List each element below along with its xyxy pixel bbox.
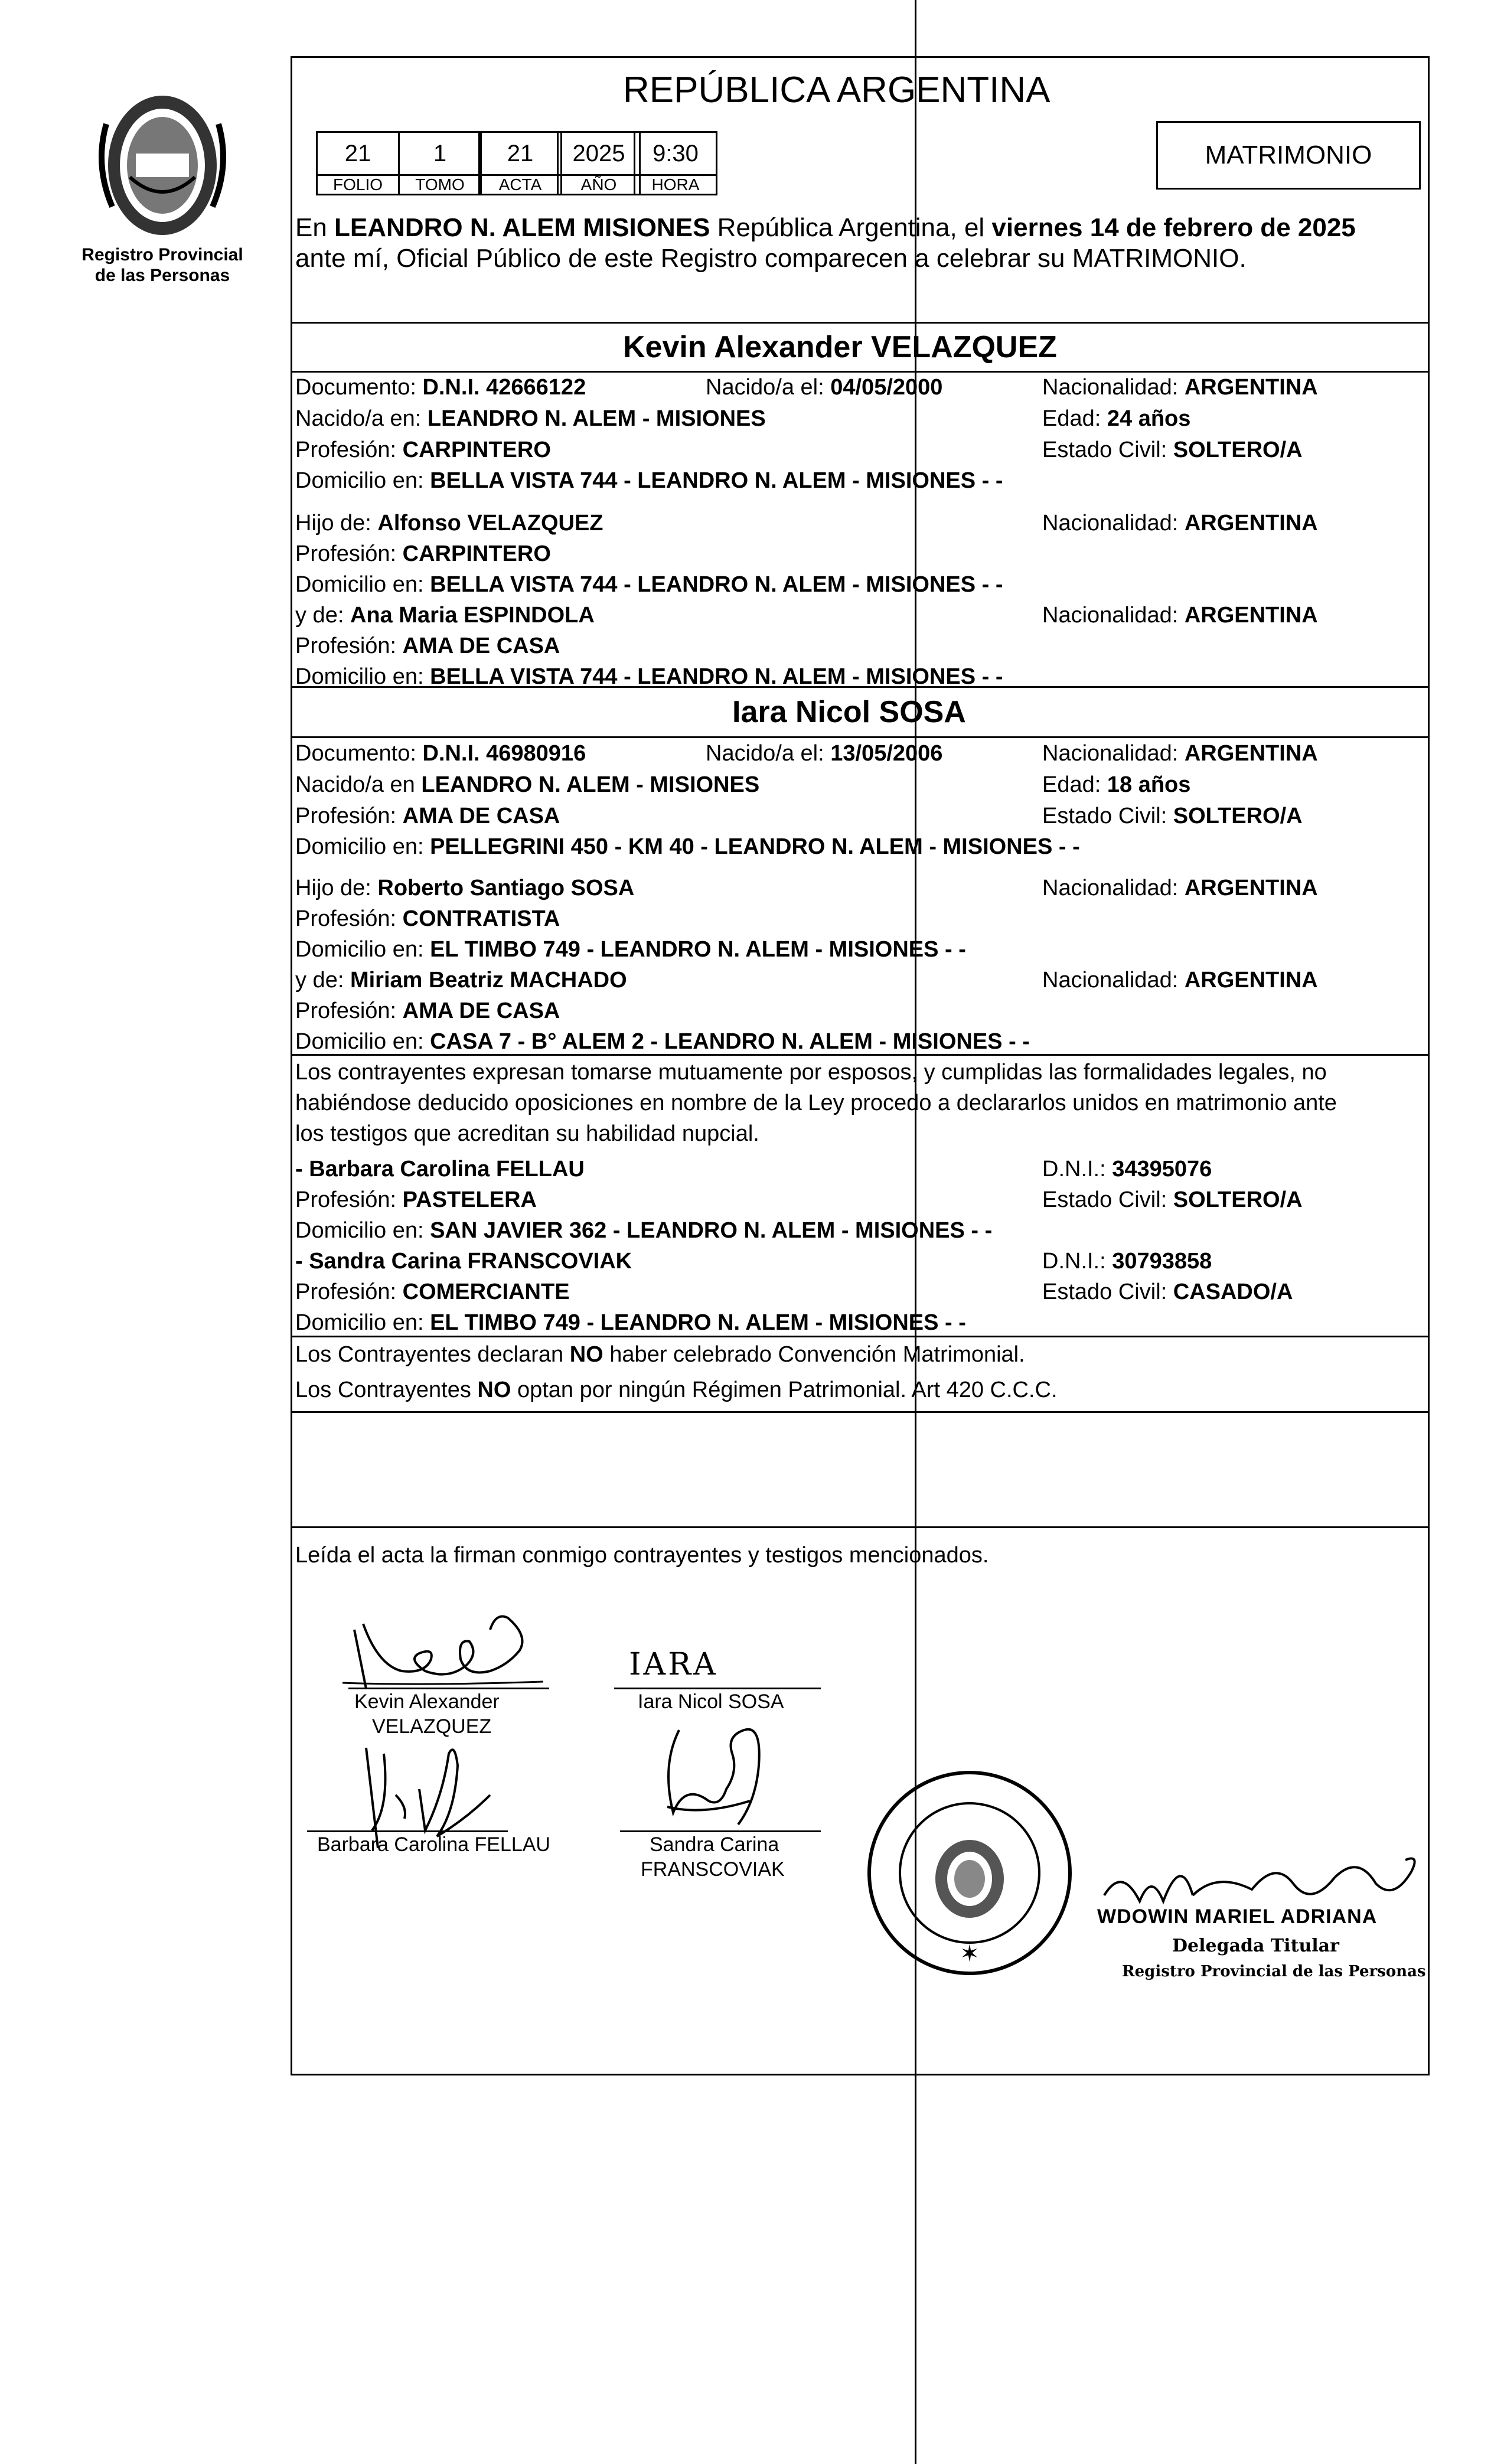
witness2-name: - Sandra Carina FRANSCOVIAK <box>295 1249 632 1274</box>
official-office: Registro Provincial de las Personas <box>1122 1963 1426 1980</box>
field-folio: 21 FOLIO <box>316 131 400 195</box>
spouse2-edad: Edad: 18 años <box>1042 772 1191 797</box>
spouse2-nacido-en: Nacido/a en LEANDRO N. ALEM - MISIONES <box>295 772 760 797</box>
spouse1-father-profesion: Profesión: CARPINTERO <box>295 541 551 566</box>
spouse1-documento: Documento: D.N.I. 42666122 <box>295 375 586 400</box>
sig1-name-2: VELAZQUEZ <box>372 1715 492 1738</box>
divider <box>291 1526 1430 1528</box>
spouse1-profesion: Profesión: CARPINTERO <box>295 438 551 462</box>
spouse1-mother-domicilio: Domicilio en: BELLA VISTA 744 - LEANDRO N. ALEM - MISIONES - - <box>295 664 1003 689</box>
field-tomo: 1 TOMO <box>400 131 482 195</box>
witness1-profesion: Profesión: PASTELERA <box>295 1187 537 1212</box>
sig2-name-1: Iara Nicol SOSA <box>638 1690 784 1713</box>
act-type-box <box>1156 121 1421 190</box>
logo-caption-1: Registro Provincial <box>81 245 243 265</box>
declaration-line-3: los testigos que acreditan su habilidad nupcial. <box>295 1121 759 1146</box>
witness1-name: - Barbara Carolina FELLAU <box>295 1157 585 1182</box>
regime-line-1: Los Contrayentes declaran NO haber celebrado Convención Matrimonial. <box>295 1342 1025 1367</box>
spouse1-domicilio: Domicilio en: BELLA VISTA 744 - LEANDRO N. ALEM - MISIONES - - <box>295 468 1003 493</box>
spouse1-mother: y de: Ana Maria ESPINDOLA <box>295 603 595 628</box>
divider <box>291 1411 1430 1413</box>
spouse2-mother-domicilio: Domicilio en: CASA 7 - B° ALEM 2 - LEANDRO N. ALEM - MISIONES - - <box>295 1029 1030 1054</box>
divider <box>291 736 1430 738</box>
spouse2-estado: Estado Civil: SOLTERO/A <box>1042 804 1303 828</box>
signature-witness2 <box>632 1718 779 1848</box>
spouse2-mother-profesion: Profesión: AMA DE CASA <box>295 998 560 1023</box>
spouse2-father-profesion: Profesión: CONTRATISTA <box>295 906 560 931</box>
sig2-handwritten: IARA <box>629 1647 718 1682</box>
declaration-line-1: Los contrayentes expresan tomarse mutuamente por esposos, y cumplidas las formalidades legales, no <box>295 1060 1327 1085</box>
spouse1-mother-nacionalidad: Nacionalidad: ARGENTINA <box>1042 603 1318 628</box>
spouse2-mother: y de: Miriam Beatriz MACHADO <box>295 968 627 993</box>
sig4-name-2: FRANSCOVIAK <box>641 1858 785 1881</box>
declaration-line-2: habiéndose deducido oposiciones en nombre de la Ley procedo a declararlos unidos en matrimonio ante <box>295 1091 1337 1115</box>
sig4-name-1: Sandra Carina <box>650 1833 779 1856</box>
spouse1-nacido-el: Nacido/a el: 04/05/2000 <box>706 375 943 400</box>
spouse2-nacionalidad: Nacionalidad: ARGENTINA <box>1042 741 1318 766</box>
witness1-estado: Estado Civil: SOLTERO/A <box>1042 1187 1303 1212</box>
spouse1-nacido-en: Nacido/a en: LEANDRO N. ALEM - MISIONES <box>295 406 766 431</box>
official-stamp-icon <box>863 1767 1076 1979</box>
spouse1-nacionalidad: Nacionalidad: ARGENTINA <box>1042 375 1318 400</box>
spouse1-father-domicilio: Domicilio en: BELLA VISTA 744 - LEANDRO N. ALEM - MISIONES - - <box>295 572 1003 597</box>
spouse2-father-domicilio: Domicilio en: EL TIMBO 749 - LEANDRO N. ALEM - MISIONES - - <box>295 937 966 962</box>
divider <box>291 322 1430 324</box>
witness2-domicilio: Domicilio en: EL TIMBO 749 - LEANDRO N. ALEM - MISIONES - - <box>295 1310 966 1335</box>
spouse1-edad: Edad: 24 años <box>1042 406 1191 431</box>
witness2-dni: D.N.I.: 30793858 <box>1042 1249 1212 1274</box>
sig1-name-1: Kevin Alexander <box>354 1690 500 1713</box>
sig3-name-1: Barbara Carolina FELLAU <box>317 1833 550 1856</box>
spouse2-mother-nacionalidad: Nacionalidad: ARGENTINA <box>1042 968 1318 993</box>
spouse1-father-nacionalidad: Nacionalidad: ARGENTINA <box>1042 511 1318 536</box>
spouse1-mother-profesion: Profesión: AMA DE CASA <box>295 634 560 658</box>
field-hora: 9:30 HORA <box>641 131 717 195</box>
spouse2-profesion: Profesión: AMA DE CASA <box>295 804 560 828</box>
svg-text:✶: ✶ <box>960 1940 980 1967</box>
official-name: WDOWIN MARIEL ADRIANA <box>1097 1905 1378 1928</box>
official-title: Delegada Titular <box>1172 1936 1339 1956</box>
spouse2-documento: Documento: D.N.I. 46980916 <box>295 741 586 766</box>
read-statement: Leída el acta la firman conmigo contrayentes y testigos mencionados. <box>295 1543 989 1568</box>
registry-logo <box>89 89 236 248</box>
witness1-dni: D.N.I.: 34395076 <box>1042 1157 1212 1182</box>
witness2-estado: Estado Civil: CASADO/A <box>1042 1280 1293 1304</box>
field-acta: 21 ACTA <box>482 131 562 195</box>
country-title: REPÚBLICA ARGENTINA <box>623 70 1050 110</box>
spouse2-name: Iara Nicol SOSA <box>732 695 966 729</box>
witness1-domicilio: Domicilio en: SAN JAVIER 362 - LEANDRO N. ALEM - MISIONES - - <box>295 1218 993 1243</box>
witness2-profesion: Profesión: COMERCIANTE <box>295 1280 570 1304</box>
intro-line-2: ante mí, Oficial Público de este Registro comparecen a celebrar su MATRIMONIO. <box>295 244 1247 273</box>
logo-caption-2: de las Personas <box>94 266 230 285</box>
act-type: MATRIMONIO <box>1205 141 1372 169</box>
spouse1-father: Hijo de: Alfonso VELAZQUEZ <box>295 511 603 536</box>
spouse1-name: Kevin Alexander VELAZQUEZ <box>623 330 1057 364</box>
spouse2-father-nacionalidad: Nacionalidad: ARGENTINA <box>1042 876 1318 900</box>
spouse2-domicilio: Domicilio en: PELLEGRINI 450 - KM 40 - LEANDRO N. ALEM - MISIONES - - <box>295 834 1080 859</box>
spouse2-nacido-el: Nacido/a el: 13/05/2006 <box>706 741 943 766</box>
signature-spouse1 <box>331 1606 555 1695</box>
spouse1-estado: Estado Civil: SOLTERO/A <box>1042 438 1303 462</box>
field-anio: 2025 AÑO <box>562 131 641 195</box>
regime-line-2: Los Contrayentes NO optan por ningún Régimen Patrimonial. Art 420 C.C.C. <box>295 1378 1058 1402</box>
province-seal-icon <box>89 89 236 248</box>
registry-fields <box>316 131 717 195</box>
divider <box>291 371 1430 373</box>
intro-line-1: En LEANDRO N. ALEM MISIONES República Argentina, el viernes 14 de febrero de 2025 <box>295 213 1356 242</box>
spouse2-father: Hijo de: Roberto Santiago SOSA <box>295 876 635 900</box>
